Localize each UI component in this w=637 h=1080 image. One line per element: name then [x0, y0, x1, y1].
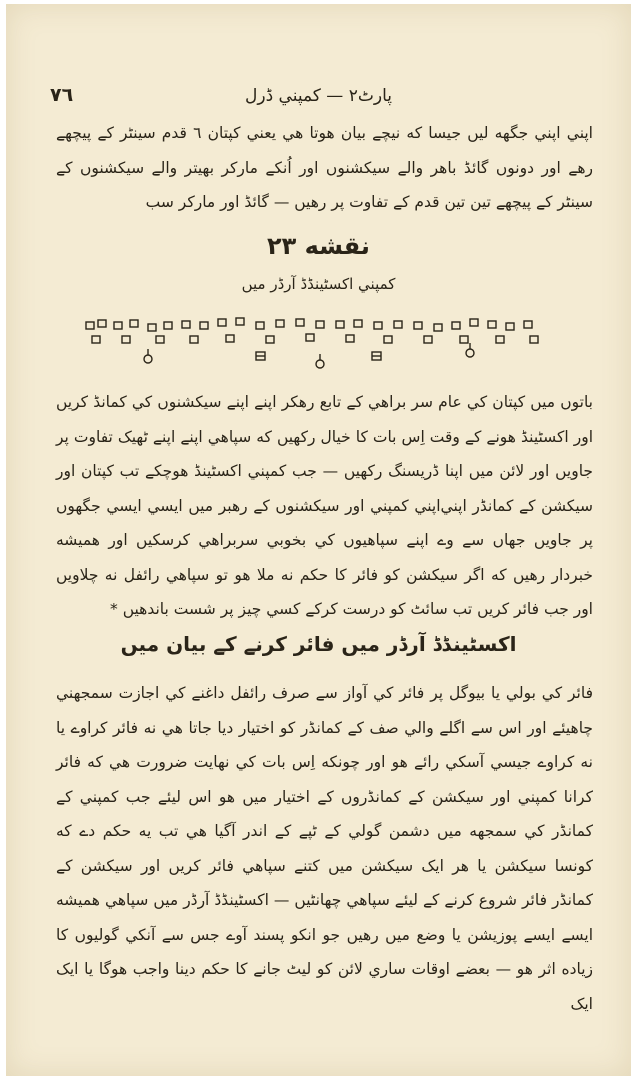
soldier-marker: [190, 336, 198, 343]
soldier-marker: [266, 336, 274, 343]
page-header: [36, 84, 601, 114]
soldier-marker: [384, 336, 392, 343]
soldier-marker: [414, 322, 422, 329]
soldier-marker: [506, 323, 514, 330]
soldier-marker: [164, 322, 172, 329]
page-number: ٧٦: [50, 84, 74, 106]
soldier-marker: [276, 320, 284, 327]
soldier-marker: [114, 322, 122, 329]
soldier-marker: [148, 324, 156, 331]
running-title: پارٹ۲ — کمپني ڈرل: [245, 86, 392, 106]
soldier-marker: [496, 336, 504, 343]
paragraph-3: فائر کي بولي يا بيوگل پر فائر کي آواز سے صرف رائفل داغنے کي اجازت سمجھني چاهيئے اور اس سے اگلے والي صف کے کمانڈر کو اختيار ديا جاتا هي نه فائر کراوے يا نه کراوے جيسي آسکي رائے هو اور چونکه اِس بات کي نهايت ضرورت هي که فائر کرانا کمپني اور سيکشن کے کمانڈروں کے اختيار ميں هو اس ليئے جب کمپني کے کمانڈر کي سمجهه ميں دشمن گولي کے ٹپے کے اندر آگيا هي تب يه حکم دے که کونسا سيکشن يا هر ايک سيکشن ميں کتنے سپاهي فائر کريں اور سيکشن کے کمانڈر فائر شروع کرنے کے ليئے سپاهي چهانٹيں — اکسٹينڈڈ آرڈر ميں سپاهي هميشه ايسے ايسے پوزيشن يا وضع ميں رهيں جو انکو پسند آوے جس سے آنکي گوليوں کا زياده اثر هو — بعضے اوقات ساري لائن کو ليٹ جانے کا حکم دينا واجب هوگا يا ايک ايک: [56, 684, 593, 1013]
figure-title: نقشه ۲۳: [267, 232, 370, 260]
soldier-marker: [218, 319, 226, 326]
soldier-marker: [434, 324, 442, 331]
figure-caption: کمپني اکسٹينڈڈ آرڈر ميں: [241, 275, 396, 293]
section-heading: اکسٹينڈڈ آرڈر ميں فائر کرنے کے بيان ميں: [120, 632, 517, 656]
soldier-marker: [182, 321, 190, 328]
paragraph-1: اپني اپني جگهه ليں جيسا که نيچے بيان هوتا هي يعني کپتان ٦ قدم سينٹر کے پيچھے رهے اور دونوں گائڈ باهر والے سيکشنوں اور اُنکے مارکر بهيتر والے سيکشنوں کے سينٹر کے پيچھے تين تين قدم کے تفاوت پر رهيں — گائڈ اور مارکر سب: [56, 124, 593, 211]
soldier-marker: [316, 321, 324, 328]
soldier-marker: [488, 321, 496, 328]
soldier-marker: [92, 336, 100, 343]
soldier-marker: [346, 335, 354, 342]
officer-marker: [144, 355, 152, 363]
soldier-marker: [424, 336, 432, 343]
formation-diagram: [84, 316, 544, 372]
soldier-marker: [122, 336, 130, 343]
soldier-marker: [236, 318, 244, 325]
soldier-marker: [336, 321, 344, 328]
soldier-marker: [460, 336, 468, 343]
soldier-marker: [394, 321, 402, 328]
soldier-marker: [452, 322, 460, 329]
soldier-marker: [98, 320, 106, 327]
book-page: [6, 4, 631, 1076]
soldier-marker: [226, 335, 234, 342]
paragraph-2: باتوں ميں کپتان کي عام سر براهي کے تابع رهکر اپنے اپنے سيکشنوں کي کمانڈ کريں اور اکسٹينڈ هونے کے وقت اِس بات کا خيال رکھيں که سپاهي اپنے اپنے ٹھيک تفاوت پر جاويں اور لائن ميں اپنا ڈريسنگ رکھيں — جب کمپني اکسٹينڈ هوچکے تب کپتان اور سيکشن کے کمانڈر اپني‌اپني کمپني اور سيکشنوں کے رهبر ميں ايسي ايسي جگهوں پر جاويں جهاں سے وے اپنے سپاهيوں کي بخوبي سربراهي کرسکيں اور هميشه خبردار رهيں که اگر سيکشن کو فائر کا حکم نه ملا هو تو سپاهي رائفل نه چلاويں اور جب فائر کريں تب سائٹ کو درست کرکے کسي چيز پر شست باندهيں *: [56, 393, 593, 618]
soldier-marker: [354, 320, 362, 327]
officer-marker: [466, 349, 474, 357]
soldier-marker: [530, 336, 538, 343]
soldier-marker: [296, 319, 304, 326]
soldier-marker: [256, 322, 264, 329]
captain-marker: [316, 360, 324, 368]
soldier-marker: [470, 319, 478, 326]
soldier-marker: [156, 336, 164, 343]
soldier-marker: [524, 321, 532, 328]
soldier-marker: [86, 322, 94, 329]
soldier-marker: [374, 322, 382, 329]
soldier-marker: [130, 320, 138, 327]
soldier-marker: [306, 334, 314, 341]
soldier-marker: [200, 322, 208, 329]
